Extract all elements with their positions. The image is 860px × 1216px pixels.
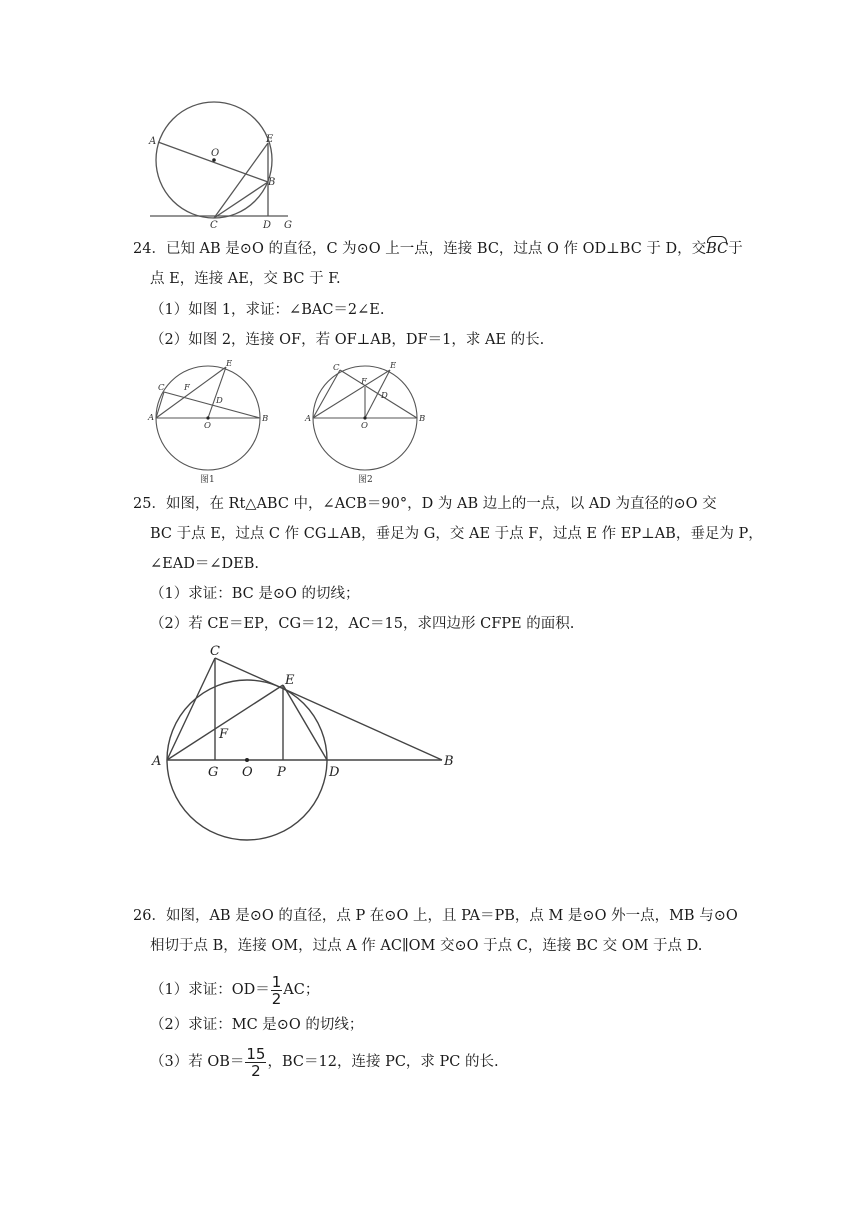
fig1-caption: 图1 — [200, 475, 215, 485]
q25-line3: ∠EAD＝∠DEB. — [150, 556, 259, 572]
label-d: D — [263, 220, 272, 231]
fig2-caption: 图2 — [358, 475, 373, 485]
q26-line2: 相切于点 B，连接 OM，过点 A 作 AC∥OM 交⊙O 于点 C，连接 BC 交 OM 于点 D. — [150, 938, 703, 954]
q25-line2: BC 于点 E，过点 C 作 CG⊥AB，垂足为 G，交 AE 于点 F，过点 E 作 EP⊥AB，垂足为 P， — [150, 526, 763, 542]
fig1-label-e: E — [226, 359, 233, 369]
q24-text-1: 已知 AB 是⊙O 的直径，C 为⊙O 上一点，连接 BC，过点 O 作 OD⊥BC 于 D，交 — [165, 241, 707, 257]
label-c: C — [210, 220, 218, 231]
q24-figure-1 — [142, 356, 272, 488]
q24-text-1-tail: 于 — [728, 241, 743, 257]
q26-ob-numerator: 15 — [246, 1044, 266, 1063]
q25-label-a: A — [152, 754, 162, 769]
fig2-label-d: D — [381, 391, 388, 401]
q24-part2: （2）如图 2，连接 OF，若 OF⊥AB，DF＝1，求 AE 的长. — [150, 332, 545, 348]
q24-figure-2 — [300, 356, 430, 488]
fig2-label-e: E — [390, 361, 397, 371]
fig2-label-f: F — [361, 377, 367, 387]
q24-part1: （1）如图 1，求证：∠BAC＝2∠E. — [150, 302, 385, 318]
fig1-cb — [164, 392, 260, 418]
q26-part3-post: ，BC＝12，连接 PC，求 PC 的长. — [267, 1054, 499, 1070]
label-e: E — [266, 134, 274, 145]
q25-label-b: B — [444, 754, 454, 769]
q26-part3 — [150, 1044, 499, 1080]
q24-line2: 点 E，连接 AE，交 BC 于 F. — [150, 271, 341, 287]
segment-ce — [214, 143, 268, 218]
q25-part1: （1）求证：BC 是⊙O 的切线； — [150, 586, 360, 602]
label-b: B — [268, 177, 276, 188]
q24-number: 24． — [133, 241, 166, 257]
q26-half-numerator: 1 — [271, 972, 282, 991]
fig1-label-a: A — [148, 413, 155, 423]
q25-label-c: C — [210, 644, 220, 659]
q25-figure — [145, 638, 475, 848]
fig1-label-f: F — [184, 383, 190, 393]
q24-arc-bc: BC — [706, 241, 729, 257]
q25-label-o: O — [242, 765, 253, 780]
q24-line1 — [133, 239, 743, 259]
q26-half-denominator: 2 — [271, 989, 282, 1008]
label-o: O — [211, 148, 220, 159]
q25-cb — [215, 658, 442, 760]
q26-fraction-15-2 — [245, 1046, 266, 1079]
segment-cb — [214, 182, 268, 218]
fig1-label-b: B — [262, 414, 269, 424]
q25-label-p: P — [277, 765, 286, 780]
q25-label-e: E — [285, 673, 295, 688]
fig2-label-o: O — [361, 421, 368, 431]
q26-ob-denominator: 2 — [251, 1061, 261, 1080]
fig1-label-c: C — [158, 383, 165, 393]
fig1-oe — [208, 367, 226, 418]
q25-text-1: 如图，在 Rt△ABC 中，∠ACB＝90°，D 为 AB 边上的一点，以 AD 为直径的⊙O 交 — [165, 496, 717, 512]
fig1-label-d: D — [216, 396, 223, 406]
fig2-label-c: C — [333, 363, 340, 373]
fig2-ac — [313, 370, 340, 418]
q26-text-1: 如图，AB 是⊙O 的直径，点 P 在⊙O 上，且 PA＝PB，点 M 是⊙O 外一点，MB 与⊙O — [165, 908, 738, 924]
q25-part2: （2）若 CE＝EP，CG＝12，AC＝15，求四边形 CFPE 的面积. — [150, 616, 575, 632]
fig2-label-b: B — [419, 414, 426, 424]
q25-ed — [283, 685, 327, 760]
q25-line1 — [133, 494, 717, 514]
q25-label-g: G — [208, 765, 219, 780]
q26-part1-pre: （1）求证：OD＝ — [150, 982, 270, 998]
label-a: A — [149, 136, 157, 147]
q26-number: 26． — [133, 908, 166, 924]
top-circle-figure — [140, 100, 310, 232]
q26-part1 — [150, 972, 319, 1008]
fig1-label-o: O — [204, 421, 211, 431]
q26-part3-pre: （3）若 OB＝ — [150, 1054, 245, 1070]
q26-fraction-half — [271, 974, 283, 1007]
q25-label-f: F — [219, 727, 229, 742]
q26-part2: （2）求证：MC 是⊙O 的切线； — [150, 1017, 364, 1033]
q25-label-d: D — [329, 765, 340, 780]
label-g: G — [284, 220, 292, 231]
q26-part1-post: AC； — [283, 982, 320, 998]
q26-line1 — [133, 906, 738, 926]
fig2-label-a: A — [305, 414, 312, 424]
q25-number: 25． — [133, 496, 166, 512]
